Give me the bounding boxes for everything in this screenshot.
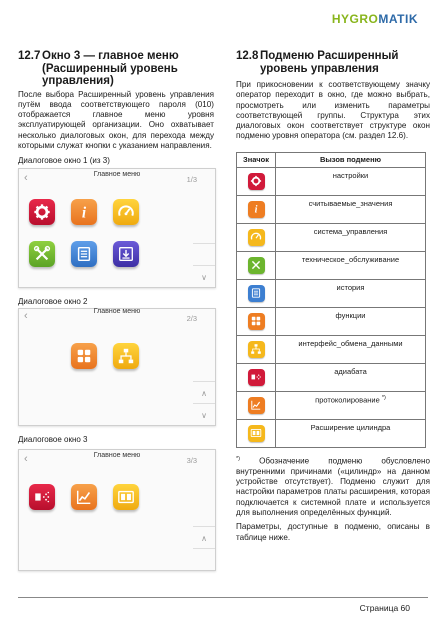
- history-icon: [75, 245, 93, 263]
- page-number: Страница 60: [359, 603, 410, 613]
- dialog-2-page-indicator: 2/3: [186, 314, 197, 324]
- dialog-3-scroll-bar: [193, 470, 215, 570]
- table-cell-icon: [237, 195, 276, 223]
- submenu-label: Расширение цилиндра: [310, 422, 391, 432]
- logging-tile[interactable]: [71, 484, 97, 510]
- dialog-1-scroll-bar: [193, 189, 215, 287]
- table-row: [237, 251, 426, 279]
- scroll-up-button[interactable]: ∧: [193, 526, 215, 549]
- table-cell-submenu-name: [276, 195, 426, 223]
- history-tile[interactable]: [71, 241, 97, 267]
- dialog-2-title: Главное меню: [93, 308, 141, 316]
- footnote-text: Обозначение подменю обусловлено внутренними причинами («цилиндр» на данном устройстве отсутствует). Подменю служит для настройки параметров платы расширения, которая подключается к системной плате и используется для выполнения определённых функций.: [236, 456, 430, 517]
- functions-icon: [75, 347, 93, 365]
- table-cell-submenu-name: [276, 363, 426, 391]
- closing-paragraph: Параметры, доступные в подменю, описаны в таблице ниже.: [236, 522, 430, 542]
- dialog-1-page-indicator: 1/3: [186, 175, 197, 185]
- scroll-down-button[interactable]: [193, 548, 215, 571]
- table-row: [237, 307, 426, 335]
- section-number: 12.7: [18, 50, 41, 62]
- info-icon: [248, 201, 265, 218]
- back-arrow-icon[interactable]: ‹: [24, 453, 28, 466]
- history-icon: [248, 285, 265, 302]
- intro-paragraph: После выбора Расширенный уровень управления путём ввода соответствующего пароля (010) отображается главное меню уровня эксплуатирующей организации. Оно охватывает несколько диалоговых окон, для перехода между которыми служат кнопки с указанием направления.: [18, 89, 214, 150]
- intro-paragraph: При прикосновении к соответствующему значку оператор переходит в окно, где можно выбрать, просмотреть или изменить параметры соответствующей группы. Структура этих диалоговых окон соответствует структуре окон подменю уровня оператора (см. раздел 12.6).: [236, 80, 430, 141]
- scroll-up-button[interactable]: [193, 243, 215, 266]
- section-heading-12-8: [236, 50, 430, 75]
- svg-text:i: i: [254, 204, 258, 216]
- info-icon: [75, 203, 93, 221]
- functions-icon: [248, 313, 265, 330]
- table-cell-submenu-name: [276, 223, 426, 251]
- table-row: [237, 195, 426, 223]
- submenu-label: протоколирование: [315, 395, 380, 405]
- dialog-window-1: [18, 168, 216, 288]
- submenu-label: история: [336, 282, 365, 292]
- table-header-row: [237, 152, 426, 167]
- logging-icon: [75, 488, 93, 506]
- table-cell-icon: [237, 223, 276, 251]
- submenu-label: техническое_обслуживание: [301, 254, 400, 264]
- table-cell-icon: [237, 391, 276, 419]
- footnote-mark: *): [236, 455, 240, 462]
- maintenance-tile[interactable]: [29, 241, 55, 267]
- gear-icon: [33, 203, 51, 221]
- table-cell-icon: [237, 279, 276, 307]
- logo-text-matik: MATIK: [378, 12, 418, 26]
- cylinder-expansion-icon: [117, 488, 135, 506]
- dialog-window-3: [18, 449, 216, 571]
- table-row: [237, 167, 426, 195]
- download-tile[interactable]: [113, 241, 139, 267]
- dialog-2-caption: Диалоговое окно 2: [18, 297, 88, 307]
- dialog-1-caption: Диалоговое окно 1 (из 3): [18, 156, 110, 166]
- submenu-label: интерфейс_обмена_данными: [298, 338, 403, 348]
- footer-divider: [18, 597, 428, 598]
- table-row: [237, 223, 426, 251]
- table-row: [237, 363, 426, 391]
- cylinder-expansion-icon: [248, 425, 265, 442]
- table-cell-icon: [237, 419, 276, 447]
- adiabatic-tile[interactable]: [29, 484, 55, 510]
- cylinder-expansion-tile[interactable]: [113, 484, 139, 510]
- logo-text-hygro: HYGRO: [331, 12, 379, 26]
- submenu-label: адиабата: [334, 366, 367, 376]
- table-cell-icon: [237, 167, 276, 195]
- logging-icon: [248, 397, 265, 414]
- table-row: [237, 335, 426, 363]
- right-column: [236, 50, 430, 543]
- section-title: Окно 3 — главное меню (Расширенный уровень управления): [42, 50, 179, 87]
- table-cell-icon: [237, 363, 276, 391]
- dialog-3-caption: Диалоговое окно 3: [18, 435, 88, 445]
- submenu-table-body: [237, 167, 426, 447]
- functions-tile[interactable]: [71, 343, 97, 369]
- table-cell-submenu-name: [276, 251, 426, 279]
- network-icon: [117, 347, 135, 365]
- tools-icon: [248, 257, 265, 274]
- back-arrow-icon[interactable]: ‹: [24, 310, 28, 323]
- data-interface-tile[interactable]: [113, 343, 139, 369]
- gear-icon: [248, 173, 265, 190]
- submenu-table: [236, 152, 426, 448]
- tools-icon: [33, 245, 51, 263]
- table-cell-submenu-name: [276, 391, 426, 419]
- section-heading-12-7: [18, 50, 214, 88]
- footnote: [236, 454, 430, 518]
- table-cell-icon: [237, 251, 276, 279]
- dialog-window-2: [18, 308, 216, 426]
- adiabatic-icon: [33, 488, 51, 506]
- submenu-label: считываемые_значения: [308, 198, 393, 208]
- submenu-label: система_управления: [313, 226, 388, 236]
- settings-tile[interactable]: [29, 199, 55, 225]
- section-title: Подменю Расширенный уровень управления: [260, 50, 399, 75]
- svg-text:i: i: [81, 204, 87, 222]
- network-icon: [248, 341, 265, 358]
- dialog-3-title: Главное меню: [93, 452, 141, 460]
- section-number: 12.8: [236, 50, 259, 62]
- column-header-submenu: Вызов подменю: [276, 152, 426, 167]
- dialog-3-page-indicator: 3/3: [186, 456, 197, 466]
- gauge-icon: [117, 203, 135, 221]
- column-header-icon: Значок: [237, 152, 276, 167]
- hygromatik-logo: [332, 12, 418, 26]
- table-cell-submenu-name: [276, 167, 426, 195]
- table-cell-icon: [237, 307, 276, 335]
- adiabatic-icon: [248, 369, 265, 386]
- back-arrow-icon[interactable]: ‹: [24, 172, 28, 185]
- scroll-down-button[interactable]: ∨: [193, 265, 215, 288]
- table-cell-submenu-name: [276, 419, 426, 447]
- table-row: [237, 419, 426, 447]
- left-column: [18, 50, 214, 571]
- submenu-label: функции: [335, 310, 366, 320]
- footnote-mark: *): [381, 394, 386, 401]
- table-row: [237, 279, 426, 307]
- submenu-label: настройки: [332, 170, 369, 180]
- scroll-up-button[interactable]: ∧: [193, 381, 215, 404]
- control-system-tile[interactable]: [113, 199, 139, 225]
- dialog-1-title: Главное меню: [93, 171, 141, 179]
- scroll-down-button[interactable]: ∨: [193, 403, 215, 426]
- table-row: [237, 391, 426, 419]
- table-cell-icon: [237, 335, 276, 363]
- download-icon: [117, 245, 135, 263]
- table-cell-submenu-name: [276, 279, 426, 307]
- table-cell-submenu-name: [276, 335, 426, 363]
- readings-tile[interactable]: [71, 199, 97, 225]
- gauge-icon: [248, 229, 265, 246]
- dialog-2-scroll-bar: [193, 329, 215, 425]
- table-cell-submenu-name: [276, 307, 426, 335]
